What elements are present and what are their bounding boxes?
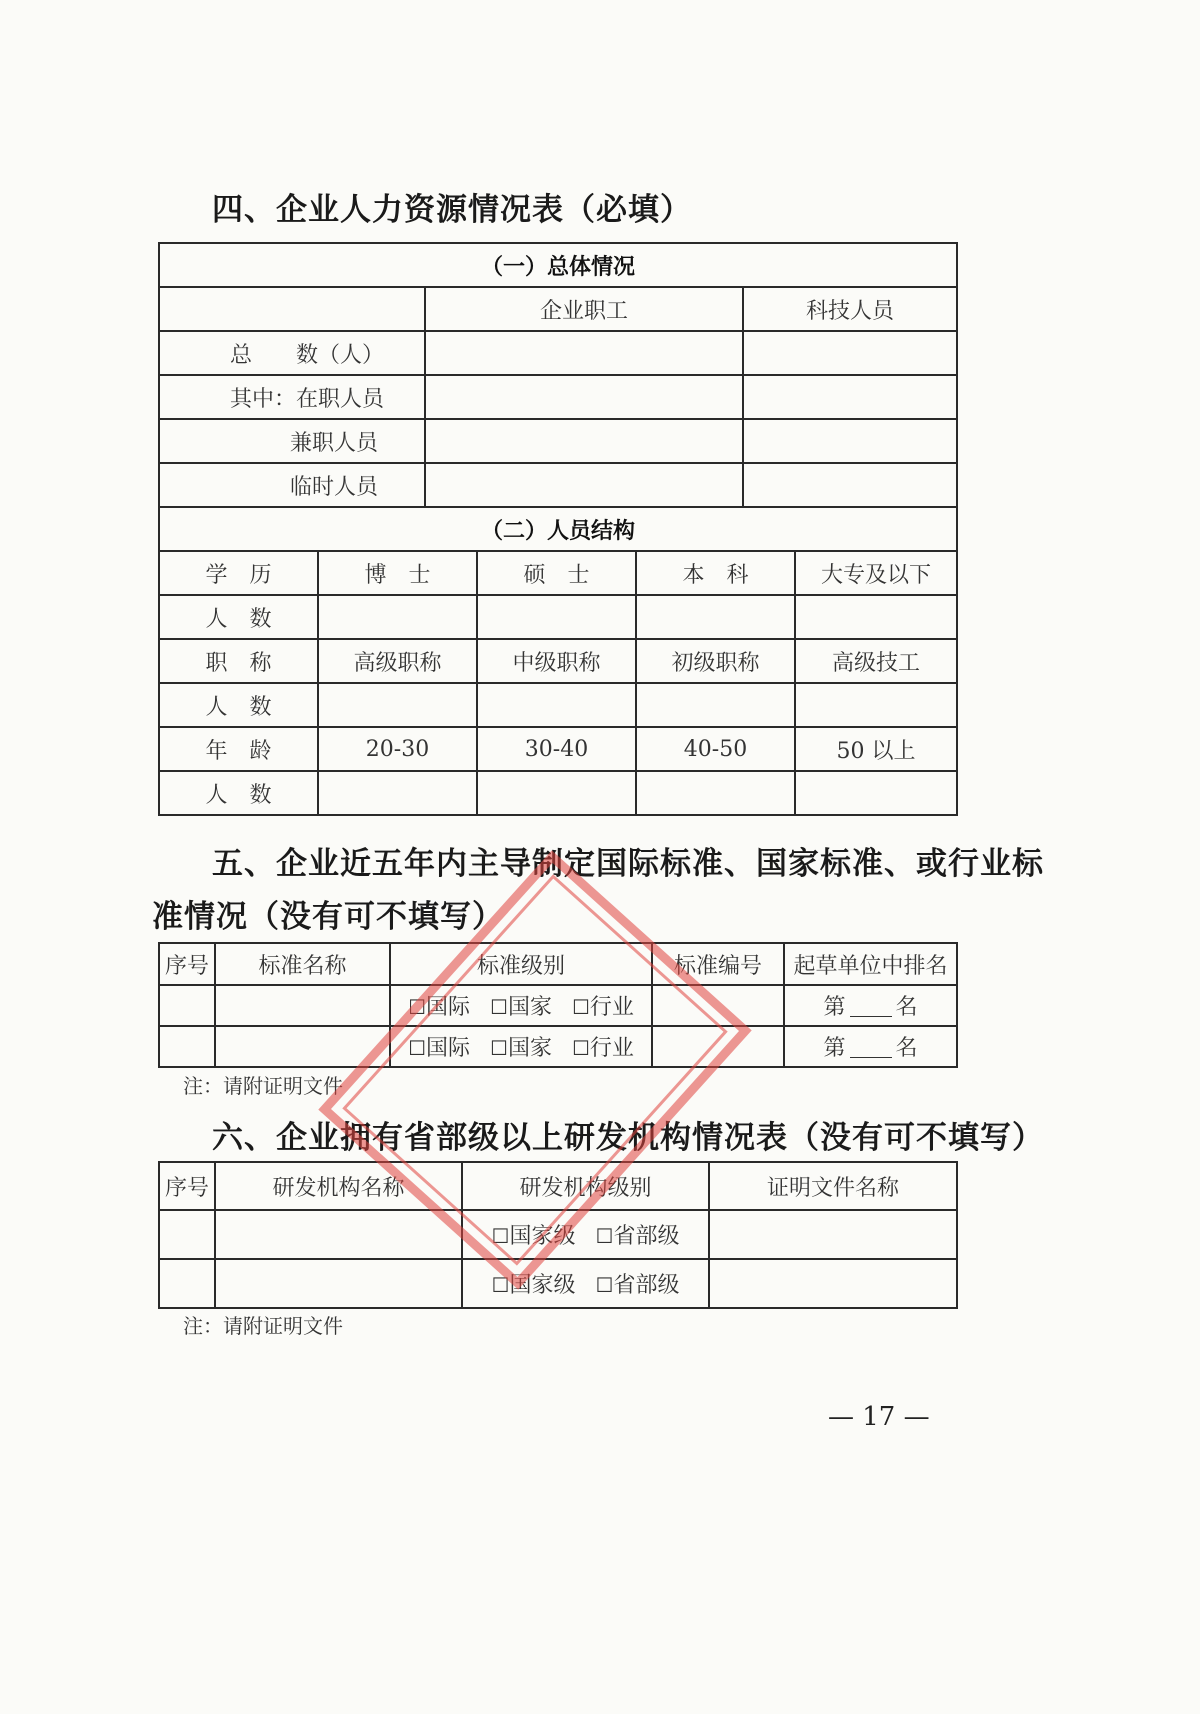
edu-bachelor: 本 科 (636, 551, 795, 595)
section5-title-line2: 准情况（没有可不填写） (152, 899, 504, 935)
input-cell[interactable] (743, 331, 957, 375)
col-rank-header: 起草单位中排名 (784, 943, 957, 985)
checkbox-national[interactable]: ☐国家 (490, 1036, 552, 1061)
col-seq-header: 序号 (159, 1162, 215, 1210)
edu-label: 学 历 (159, 551, 318, 595)
section5-title-line1: 五、企业近五年内主导制定国际标准、国家标准、或行业标 (212, 846, 1044, 882)
col-number-header: 标准编号 (652, 943, 784, 985)
input-cell[interactable] (318, 683, 477, 727)
input-cell[interactable] (159, 985, 215, 1026)
standards-table (158, 942, 958, 1068)
checkbox-international[interactable]: ☐国际 (408, 995, 471, 1020)
input-cell[interactable] (215, 1210, 462, 1259)
page-number: — 17 — (828, 1402, 930, 1432)
input-cell[interactable] (318, 771, 477, 815)
title-middle: 中级职称 (477, 639, 636, 683)
input-cell[interactable] (743, 419, 957, 463)
level-options (462, 1259, 709, 1308)
checkbox-provincial-level[interactable]: ☐省部级 (595, 1273, 680, 1298)
title-senior: 高级职称 (318, 639, 477, 683)
input-cell[interactable] (795, 771, 957, 815)
level-options (390, 985, 652, 1026)
input-cell[interactable] (159, 1210, 215, 1259)
count-label: 人 数 (159, 771, 318, 815)
edu-college: 大专及以下 (795, 551, 957, 595)
hr-table (158, 242, 958, 816)
input-cell[interactable] (159, 1259, 215, 1308)
age-50-plus: 50 以上 (795, 727, 957, 771)
rank-cell[interactable]: 第 名 (784, 1026, 957, 1067)
input-cell[interactable] (636, 771, 795, 815)
input-cell[interactable] (215, 1026, 390, 1067)
age-label: 年 龄 (159, 727, 318, 771)
structure-header: （二）人员结构 (159, 507, 957, 551)
age-40-50: 40-50 (636, 727, 795, 771)
input-cell[interactable] (159, 1026, 215, 1067)
input-cell[interactable] (425, 463, 743, 507)
input-cell[interactable] (743, 375, 957, 419)
input-cell[interactable] (425, 375, 743, 419)
age-20-30: 20-30 (318, 727, 477, 771)
col-staff-header: 企业职工 (425, 287, 743, 331)
input-cell[interactable] (215, 1259, 462, 1308)
row-fulltime-label: 其中：在职人员 (159, 375, 425, 419)
col-seq-header: 序号 (159, 943, 215, 985)
level-options (390, 1026, 652, 1067)
input-cell[interactable] (652, 1026, 784, 1067)
age-30-40: 30-40 (477, 727, 636, 771)
rank-blank[interactable] (850, 1035, 892, 1058)
col-tech-header: 科技人员 (743, 287, 957, 331)
section6-note: 注：请附证明文件 (183, 1314, 343, 1338)
section4-title: 四、企业人力资源情况表（必填） (212, 192, 692, 228)
col-doc-name-header: 证明文件名称 (709, 1162, 957, 1210)
level-options (462, 1210, 709, 1259)
col-org-name-header: 研发机构名称 (215, 1162, 462, 1210)
rnd-table (158, 1161, 958, 1309)
row-temp-label: 临时人员 (159, 463, 425, 507)
input-cell[interactable] (743, 463, 957, 507)
input-cell[interactable] (709, 1210, 957, 1259)
checkbox-international[interactable]: ☐国际 (408, 1036, 471, 1061)
input-cell[interactable] (795, 595, 957, 639)
input-cell[interactable] (636, 683, 795, 727)
rank-blank[interactable] (850, 994, 892, 1017)
input-cell[interactable] (425, 419, 743, 463)
section5-note: 注：请附证明文件 (183, 1074, 343, 1098)
checkbox-national[interactable]: ☐国家 (490, 995, 552, 1020)
input-cell[interactable] (318, 595, 477, 639)
overview-header: （一）总体情况 (159, 243, 957, 287)
input-cell[interactable] (652, 985, 784, 1026)
count-label: 人 数 (159, 683, 318, 727)
input-cell[interactable] (477, 683, 636, 727)
count-label: 人 数 (159, 595, 318, 639)
input-cell[interactable] (425, 331, 743, 375)
row-parttime-label: 兼职人员 (159, 419, 425, 463)
input-cell[interactable] (709, 1259, 957, 1308)
section6-title: 六、企业拥有省部级以上研发机构情况表（没有可不填写） (212, 1120, 1044, 1156)
checkbox-industry[interactable]: ☐行业 (571, 1036, 634, 1061)
empty-corner-cell (159, 287, 425, 331)
input-cell[interactable] (477, 771, 636, 815)
title-junior: 初级职称 (636, 639, 795, 683)
row-total-label: 总 数（人） (159, 331, 425, 375)
input-cell[interactable] (636, 595, 795, 639)
col-level-header: 标准级别 (390, 943, 652, 985)
checkbox-national-level[interactable]: ☐国家级 (491, 1224, 576, 1249)
edu-phd: 博 士 (318, 551, 477, 595)
checkbox-industry[interactable]: ☐行业 (571, 995, 634, 1020)
checkbox-national-level[interactable]: ☐国家级 (491, 1273, 576, 1298)
checkbox-provincial-level[interactable]: ☐省部级 (595, 1224, 680, 1249)
input-cell[interactable] (795, 683, 957, 727)
edu-master: 硕 士 (477, 551, 636, 595)
rank-cell[interactable]: 第 名 (784, 985, 957, 1026)
title-technician: 高级技工 (795, 639, 957, 683)
input-cell[interactable] (477, 595, 636, 639)
input-cell[interactable] (215, 985, 390, 1026)
col-org-level-header: 研发机构级别 (462, 1162, 709, 1210)
title-label: 职 称 (159, 639, 318, 683)
col-name-header: 标准名称 (215, 943, 390, 985)
